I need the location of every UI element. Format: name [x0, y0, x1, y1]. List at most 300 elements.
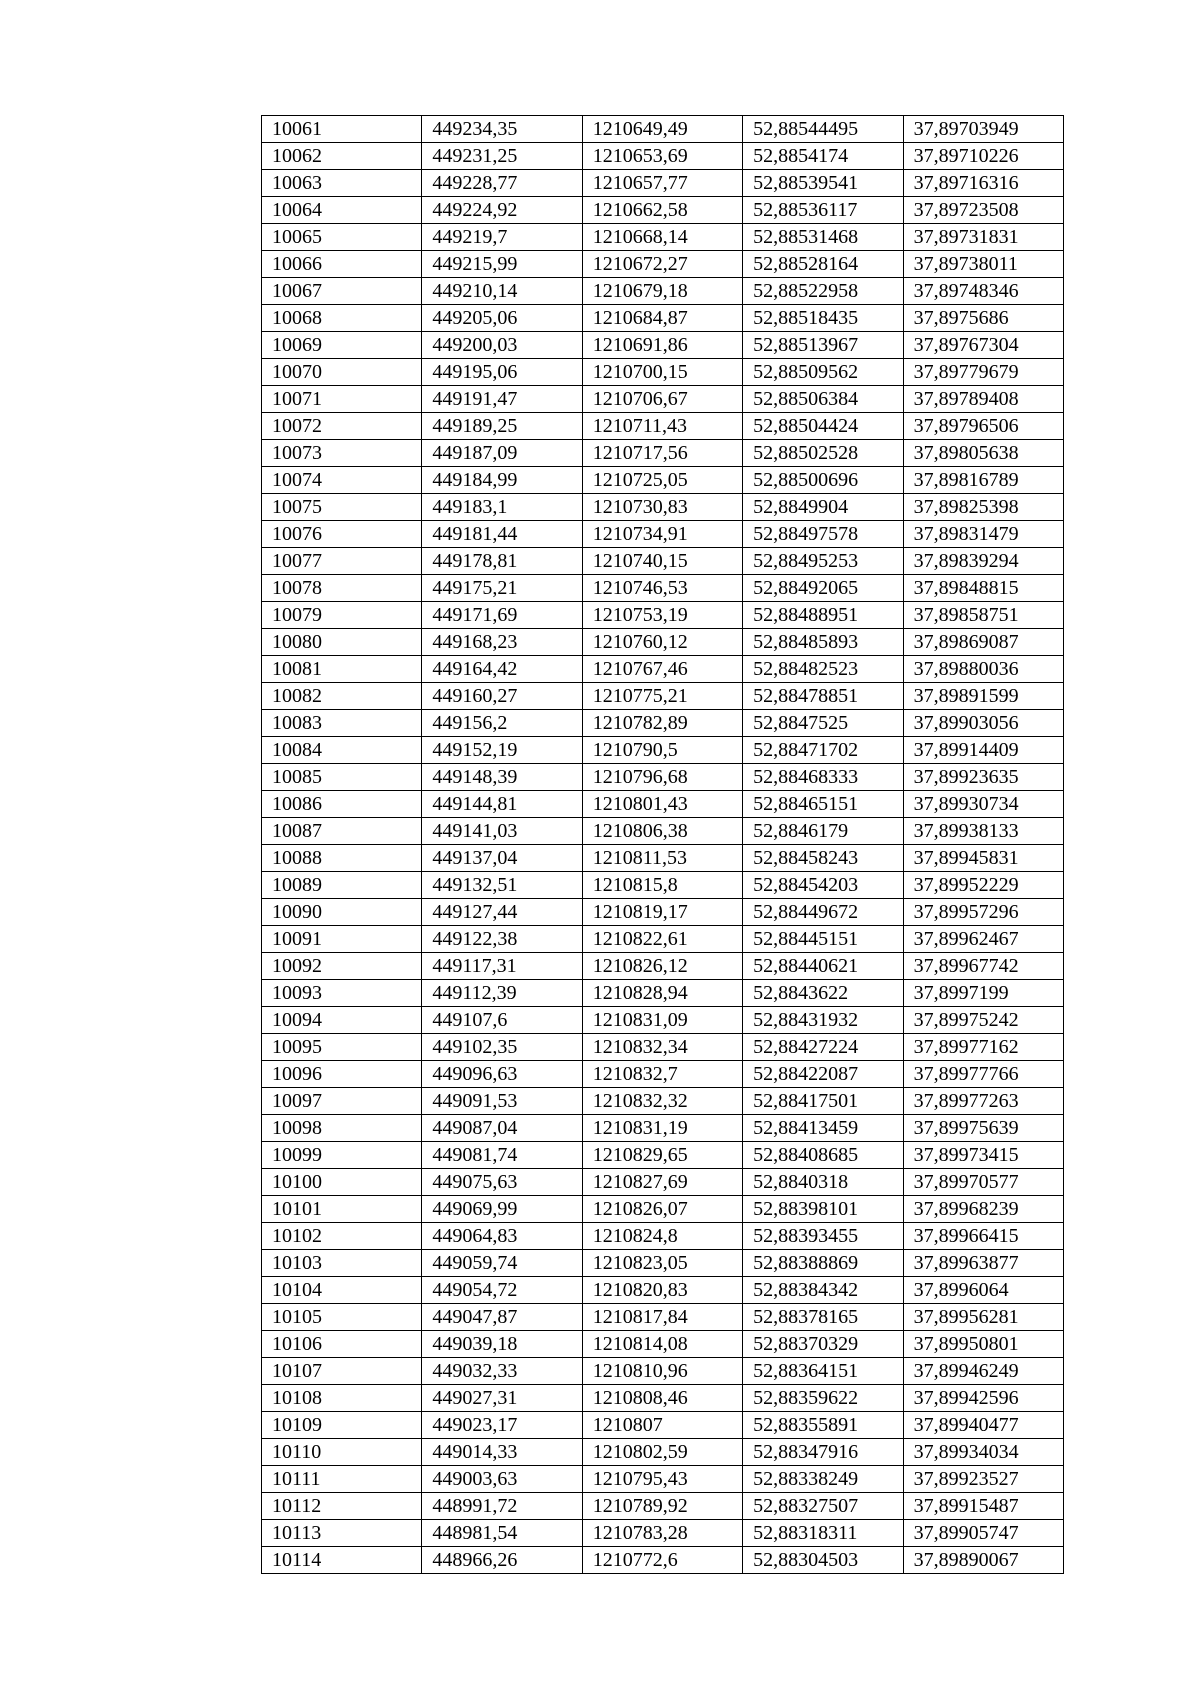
x-coordinate-cell: 449164,42: [422, 656, 582, 683]
point-number-cell: 10068: [262, 305, 422, 332]
latitude-cell: 52,88384342: [743, 1277, 903, 1304]
x-coordinate-cell: 449003,63: [422, 1466, 582, 1493]
x-coordinate-cell: 449112,39: [422, 980, 582, 1007]
y-coordinate-cell: 1210734,91: [582, 521, 742, 548]
x-coordinate-cell: 449075,63: [422, 1169, 582, 1196]
point-number-cell: 10110: [262, 1439, 422, 1466]
latitude-cell: 52,8843622: [743, 980, 903, 1007]
y-coordinate-cell: 1210796,68: [582, 764, 742, 791]
point-number-cell: 10070: [262, 359, 422, 386]
x-coordinate-cell: 449122,38: [422, 926, 582, 953]
point-number-cell: 10114: [262, 1547, 422, 1574]
longitude-cell: 37,89930734: [903, 791, 1063, 818]
longitude-cell: 37,89779679: [903, 359, 1063, 386]
y-coordinate-cell: 1210668,14: [582, 224, 742, 251]
latitude-cell: 52,88528164: [743, 251, 903, 278]
y-coordinate-cell: 1210832,34: [582, 1034, 742, 1061]
y-coordinate-cell: 1210807: [582, 1412, 742, 1439]
table-row: [262, 1439, 1064, 1466]
y-coordinate-cell: 1210832,7: [582, 1061, 742, 1088]
table-row: [262, 656, 1064, 683]
point-number-cell: 10094: [262, 1007, 422, 1034]
point-number-cell: 10088: [262, 845, 422, 872]
y-coordinate-cell: 1210725,05: [582, 467, 742, 494]
latitude-cell: 52,88327507: [743, 1493, 903, 1520]
longitude-cell: 37,89723508: [903, 197, 1063, 224]
point-number-cell: 10101: [262, 1196, 422, 1223]
x-coordinate-cell: 449181,44: [422, 521, 582, 548]
latitude-cell: 52,88417501: [743, 1088, 903, 1115]
longitude-cell: 37,89956281: [903, 1304, 1063, 1331]
table-row: [262, 170, 1064, 197]
longitude-cell: 37,89968239: [903, 1196, 1063, 1223]
latitude-cell: 52,88445151: [743, 926, 903, 953]
longitude-cell: 37,89805638: [903, 440, 1063, 467]
y-coordinate-cell: 1210827,69: [582, 1169, 742, 1196]
point-number-cell: 10112: [262, 1493, 422, 1520]
y-coordinate-cell: 1210711,43: [582, 413, 742, 440]
latitude-cell: 52,88318311: [743, 1520, 903, 1547]
longitude-cell: 37,89957296: [903, 899, 1063, 926]
longitude-cell: 37,89973415: [903, 1142, 1063, 1169]
x-coordinate-cell: 449091,53: [422, 1088, 582, 1115]
point-number-cell: 10075: [262, 494, 422, 521]
longitude-cell: 37,89710226: [903, 143, 1063, 170]
longitude-cell: 37,89716316: [903, 170, 1063, 197]
y-coordinate-cell: 1210772,6: [582, 1547, 742, 1574]
latitude-cell: 52,88355891: [743, 1412, 903, 1439]
y-coordinate-cell: 1210684,87: [582, 305, 742, 332]
table-row: [262, 224, 1064, 251]
x-coordinate-cell: 449205,06: [422, 305, 582, 332]
y-coordinate-cell: 1210740,15: [582, 548, 742, 575]
x-coordinate-cell: 449200,03: [422, 332, 582, 359]
table-row: [262, 1277, 1064, 1304]
point-number-cell: 10080: [262, 629, 422, 656]
point-number-cell: 10083: [262, 710, 422, 737]
y-coordinate-cell: 1210806,38: [582, 818, 742, 845]
latitude-cell: 52,88465151: [743, 791, 903, 818]
y-coordinate-cell: 1210824,8: [582, 1223, 742, 1250]
table-row: [262, 1034, 1064, 1061]
point-number-cell: 10089: [262, 872, 422, 899]
table-row: [262, 440, 1064, 467]
point-number-cell: 10069: [262, 332, 422, 359]
table-row: [262, 1304, 1064, 1331]
y-coordinate-cell: 1210691,86: [582, 332, 742, 359]
longitude-cell: 37,89975242: [903, 1007, 1063, 1034]
latitude-cell: 52,88482523: [743, 656, 903, 683]
x-coordinate-cell: 449187,09: [422, 440, 582, 467]
y-coordinate-cell: 1210717,56: [582, 440, 742, 467]
x-coordinate-cell: 449117,31: [422, 953, 582, 980]
longitude-cell: 37,89703949: [903, 116, 1063, 143]
longitude-cell: 37,8996064: [903, 1277, 1063, 1304]
longitude-cell: 37,89789408: [903, 386, 1063, 413]
y-coordinate-cell: 1210753,19: [582, 602, 742, 629]
table-row: [262, 1169, 1064, 1196]
x-coordinate-cell: 449069,99: [422, 1196, 582, 1223]
x-coordinate-cell: 449141,03: [422, 818, 582, 845]
coordinates-table-body: [262, 116, 1064, 1574]
y-coordinate-cell: 1210826,12: [582, 953, 742, 980]
y-coordinate-cell: 1210672,27: [582, 251, 742, 278]
y-coordinate-cell: 1210782,89: [582, 710, 742, 737]
x-coordinate-cell: 449127,44: [422, 899, 582, 926]
x-coordinate-cell: 448966,26: [422, 1547, 582, 1574]
latitude-cell: 52,88454203: [743, 872, 903, 899]
point-number-cell: 10091: [262, 926, 422, 953]
table-row: [262, 602, 1064, 629]
longitude-cell: 37,89923635: [903, 764, 1063, 791]
x-coordinate-cell: 449137,04: [422, 845, 582, 872]
table-row: [262, 386, 1064, 413]
x-coordinate-cell: 449168,23: [422, 629, 582, 656]
y-coordinate-cell: 1210823,05: [582, 1250, 742, 1277]
x-coordinate-cell: 449215,99: [422, 251, 582, 278]
point-number-cell: 10073: [262, 440, 422, 467]
y-coordinate-cell: 1210820,83: [582, 1277, 742, 1304]
latitude-cell: 52,88513967: [743, 332, 903, 359]
table-row: [262, 332, 1064, 359]
longitude-cell: 37,89796506: [903, 413, 1063, 440]
x-coordinate-cell: 448981,54: [422, 1520, 582, 1547]
x-coordinate-cell: 449102,35: [422, 1034, 582, 1061]
x-coordinate-cell: 449224,92: [422, 197, 582, 224]
latitude-cell: 52,88304503: [743, 1547, 903, 1574]
point-number-cell: 10109: [262, 1412, 422, 1439]
table-row: [262, 683, 1064, 710]
longitude-cell: 37,89748346: [903, 278, 1063, 305]
table-row: [262, 1547, 1064, 1574]
point-number-cell: 10087: [262, 818, 422, 845]
y-coordinate-cell: 1210822,61: [582, 926, 742, 953]
latitude-cell: 52,88485893: [743, 629, 903, 656]
longitude-cell: 37,89966415: [903, 1223, 1063, 1250]
latitude-cell: 52,88398101: [743, 1196, 903, 1223]
longitude-cell: 37,89940477: [903, 1412, 1063, 1439]
point-number-cell: 10061: [262, 116, 422, 143]
longitude-cell: 37,89905747: [903, 1520, 1063, 1547]
point-number-cell: 10079: [262, 602, 422, 629]
y-coordinate-cell: 1210775,21: [582, 683, 742, 710]
table-row: [262, 1061, 1064, 1088]
x-coordinate-cell: 449210,14: [422, 278, 582, 305]
x-coordinate-cell: 449096,63: [422, 1061, 582, 1088]
longitude-cell: 37,89977766: [903, 1061, 1063, 1088]
latitude-cell: 52,88536117: [743, 197, 903, 224]
y-coordinate-cell: 1210767,46: [582, 656, 742, 683]
table-row: [262, 953, 1064, 980]
x-coordinate-cell: 449107,6: [422, 1007, 582, 1034]
point-number-cell: 10085: [262, 764, 422, 791]
longitude-cell: 37,89967742: [903, 953, 1063, 980]
y-coordinate-cell: 1210679,18: [582, 278, 742, 305]
table-row: [262, 359, 1064, 386]
latitude-cell: 52,88427224: [743, 1034, 903, 1061]
y-coordinate-cell: 1210789,92: [582, 1493, 742, 1520]
table-row: [262, 872, 1064, 899]
table-row: [262, 1250, 1064, 1277]
longitude-cell: 37,89869087: [903, 629, 1063, 656]
x-coordinate-cell: 449183,1: [422, 494, 582, 521]
x-coordinate-cell: 449054,72: [422, 1277, 582, 1304]
y-coordinate-cell: 1210802,59: [582, 1439, 742, 1466]
point-number-cell: 10077: [262, 548, 422, 575]
longitude-cell: 37,89825398: [903, 494, 1063, 521]
y-coordinate-cell: 1210783,28: [582, 1520, 742, 1547]
latitude-cell: 52,88388869: [743, 1250, 903, 1277]
x-coordinate-cell: 449081,74: [422, 1142, 582, 1169]
longitude-cell: 37,89977162: [903, 1034, 1063, 1061]
point-number-cell: 10111: [262, 1466, 422, 1493]
point-number-cell: 10081: [262, 656, 422, 683]
point-number-cell: 10092: [262, 953, 422, 980]
point-number-cell: 10078: [262, 575, 422, 602]
latitude-cell: 52,88544495: [743, 116, 903, 143]
latitude-cell: 52,88506384: [743, 386, 903, 413]
table-row: [262, 305, 1064, 332]
longitude-cell: 37,89831479: [903, 521, 1063, 548]
table-row: [262, 1007, 1064, 1034]
latitude-cell: 52,88497578: [743, 521, 903, 548]
point-number-cell: 10062: [262, 143, 422, 170]
y-coordinate-cell: 1210814,08: [582, 1331, 742, 1358]
table-row: [262, 278, 1064, 305]
x-coordinate-cell: 449039,18: [422, 1331, 582, 1358]
longitude-cell: 37,89858751: [903, 602, 1063, 629]
x-coordinate-cell: 449014,33: [422, 1439, 582, 1466]
table-row: [262, 413, 1064, 440]
longitude-cell: 37,89952229: [903, 872, 1063, 899]
latitude-cell: 52,88518435: [743, 305, 903, 332]
point-number-cell: 10066: [262, 251, 422, 278]
y-coordinate-cell: 1210819,17: [582, 899, 742, 926]
latitude-cell: 52,88413459: [743, 1115, 903, 1142]
longitude-cell: 37,89963877: [903, 1250, 1063, 1277]
x-coordinate-cell: 449219,7: [422, 224, 582, 251]
y-coordinate-cell: 1210828,94: [582, 980, 742, 1007]
latitude-cell: 52,88449672: [743, 899, 903, 926]
x-coordinate-cell: 449189,25: [422, 413, 582, 440]
longitude-cell: 37,89946249: [903, 1358, 1063, 1385]
table-row: [262, 143, 1064, 170]
table-row: [262, 1331, 1064, 1358]
latitude-cell: 52,88431932: [743, 1007, 903, 1034]
y-coordinate-cell: 1210662,58: [582, 197, 742, 224]
x-coordinate-cell: 449184,99: [422, 467, 582, 494]
y-coordinate-cell: 1210790,5: [582, 737, 742, 764]
longitude-cell: 37,89731831: [903, 224, 1063, 251]
longitude-cell: 37,89945831: [903, 845, 1063, 872]
x-coordinate-cell: 449027,31: [422, 1385, 582, 1412]
table-row: [262, 1385, 1064, 1412]
point-number-cell: 10074: [262, 467, 422, 494]
x-coordinate-cell: 449047,87: [422, 1304, 582, 1331]
table-row: [262, 197, 1064, 224]
longitude-cell: 37,89962467: [903, 926, 1063, 953]
y-coordinate-cell: 1210829,65: [582, 1142, 742, 1169]
latitude-cell: 52,88408685: [743, 1142, 903, 1169]
point-number-cell: 10106: [262, 1331, 422, 1358]
latitude-cell: 52,8840318: [743, 1169, 903, 1196]
table-row: [262, 1520, 1064, 1547]
y-coordinate-cell: 1210832,32: [582, 1088, 742, 1115]
latitude-cell: 52,88500696: [743, 467, 903, 494]
x-coordinate-cell: 449234,35: [422, 116, 582, 143]
x-coordinate-cell: 449144,81: [422, 791, 582, 818]
point-number-cell: 10099: [262, 1142, 422, 1169]
latitude-cell: 52,88495253: [743, 548, 903, 575]
table-row: [262, 1466, 1064, 1493]
latitude-cell: 52,88338249: [743, 1466, 903, 1493]
latitude-cell: 52,88492065: [743, 575, 903, 602]
longitude-cell: 37,89914409: [903, 737, 1063, 764]
coordinates-table: [261, 115, 1064, 1574]
latitude-cell: 52,88468333: [743, 764, 903, 791]
point-number-cell: 10071: [262, 386, 422, 413]
y-coordinate-cell: 1210700,15: [582, 359, 742, 386]
x-coordinate-cell: 449191,47: [422, 386, 582, 413]
point-number-cell: 10095: [262, 1034, 422, 1061]
longitude-cell: 37,89977263: [903, 1088, 1063, 1115]
table-row: [262, 575, 1064, 602]
point-number-cell: 10090: [262, 899, 422, 926]
point-number-cell: 10113: [262, 1520, 422, 1547]
table-row: [262, 1088, 1064, 1115]
point-number-cell: 10072: [262, 413, 422, 440]
x-coordinate-cell: 449148,39: [422, 764, 582, 791]
x-coordinate-cell: 449087,04: [422, 1115, 582, 1142]
table-row: [262, 116, 1064, 143]
point-number-cell: 10076: [262, 521, 422, 548]
x-coordinate-cell: 449231,25: [422, 143, 582, 170]
table-row: [262, 1412, 1064, 1439]
longitude-cell: 37,89950801: [903, 1331, 1063, 1358]
point-number-cell: 10108: [262, 1385, 422, 1412]
longitude-cell: 37,89938133: [903, 818, 1063, 845]
point-number-cell: 10102: [262, 1223, 422, 1250]
table-row: [262, 494, 1064, 521]
latitude-cell: 52,88370329: [743, 1331, 903, 1358]
longitude-cell: 37,89934034: [903, 1439, 1063, 1466]
longitude-cell: 37,89923527: [903, 1466, 1063, 1493]
point-number-cell: 10096: [262, 1061, 422, 1088]
table-row: [262, 899, 1064, 926]
point-number-cell: 10098: [262, 1115, 422, 1142]
latitude-cell: 52,88393455: [743, 1223, 903, 1250]
x-coordinate-cell: 449132,51: [422, 872, 582, 899]
table-row: [262, 980, 1064, 1007]
longitude-cell: 37,89891599: [903, 683, 1063, 710]
y-coordinate-cell: 1210831,09: [582, 1007, 742, 1034]
x-coordinate-cell: 449160,27: [422, 683, 582, 710]
point-number-cell: 10065: [262, 224, 422, 251]
latitude-cell: 52,88531468: [743, 224, 903, 251]
longitude-cell: 37,89975639: [903, 1115, 1063, 1142]
y-coordinate-cell: 1210730,83: [582, 494, 742, 521]
x-coordinate-cell: 449178,81: [422, 548, 582, 575]
point-number-cell: 10064: [262, 197, 422, 224]
x-coordinate-cell: 449171,69: [422, 602, 582, 629]
x-coordinate-cell: 449228,77: [422, 170, 582, 197]
longitude-cell: 37,89839294: [903, 548, 1063, 575]
x-coordinate-cell: 449175,21: [422, 575, 582, 602]
longitude-cell: 37,8997199: [903, 980, 1063, 1007]
x-coordinate-cell: 449023,17: [422, 1412, 582, 1439]
latitude-cell: 52,88359622: [743, 1385, 903, 1412]
point-number-cell: 10067: [262, 278, 422, 305]
latitude-cell: 52,88378165: [743, 1304, 903, 1331]
point-number-cell: 10063: [262, 170, 422, 197]
latitude-cell: 52,8849904: [743, 494, 903, 521]
latitude-cell: 52,88522958: [743, 278, 903, 305]
x-coordinate-cell: 448991,72: [422, 1493, 582, 1520]
latitude-cell: 52,8854174: [743, 143, 903, 170]
table-row: [262, 521, 1064, 548]
x-coordinate-cell: 449195,06: [422, 359, 582, 386]
longitude-cell: 37,89816789: [903, 467, 1063, 494]
latitude-cell: 52,8846179: [743, 818, 903, 845]
y-coordinate-cell: 1210706,67: [582, 386, 742, 413]
latitude-cell: 52,88539541: [743, 170, 903, 197]
table-row: [262, 737, 1064, 764]
latitude-cell: 52,88364151: [743, 1358, 903, 1385]
longitude-cell: 37,89970577: [903, 1169, 1063, 1196]
table-row: [262, 1196, 1064, 1223]
table-row: [262, 710, 1064, 737]
latitude-cell: 52,88440621: [743, 953, 903, 980]
y-coordinate-cell: 1210657,77: [582, 170, 742, 197]
longitude-cell: 37,89848815: [903, 575, 1063, 602]
y-coordinate-cell: 1210810,96: [582, 1358, 742, 1385]
longitude-cell: 37,8975686: [903, 305, 1063, 332]
table-row: [262, 1223, 1064, 1250]
longitude-cell: 37,89890067: [903, 1547, 1063, 1574]
x-coordinate-cell: 449059,74: [422, 1250, 582, 1277]
longitude-cell: 37,89738011: [903, 251, 1063, 278]
point-number-cell: 10084: [262, 737, 422, 764]
y-coordinate-cell: 1210811,53: [582, 845, 742, 872]
point-number-cell: 10103: [262, 1250, 422, 1277]
longitude-cell: 37,89903056: [903, 710, 1063, 737]
table-row: [262, 1115, 1064, 1142]
longitude-cell: 37,89915487: [903, 1493, 1063, 1520]
y-coordinate-cell: 1210746,53: [582, 575, 742, 602]
table-row: [262, 845, 1064, 872]
longitude-cell: 37,89942596: [903, 1385, 1063, 1412]
table-row: [262, 791, 1064, 818]
latitude-cell: 52,88458243: [743, 845, 903, 872]
table-row: [262, 926, 1064, 953]
table-row: [262, 1358, 1064, 1385]
latitude-cell: 52,88422087: [743, 1061, 903, 1088]
point-number-cell: 10093: [262, 980, 422, 1007]
table-row: [262, 251, 1064, 278]
x-coordinate-cell: 449156,2: [422, 710, 582, 737]
table-row: [262, 1142, 1064, 1169]
latitude-cell: 52,88509562: [743, 359, 903, 386]
table-row: [262, 818, 1064, 845]
latitude-cell: 52,88478851: [743, 683, 903, 710]
x-coordinate-cell: 449032,33: [422, 1358, 582, 1385]
point-number-cell: 10105: [262, 1304, 422, 1331]
longitude-cell: 37,89880036: [903, 656, 1063, 683]
y-coordinate-cell: 1210653,69: [582, 143, 742, 170]
latitude-cell: 52,88488951: [743, 602, 903, 629]
longitude-cell: 37,89767304: [903, 332, 1063, 359]
point-number-cell: 10100: [262, 1169, 422, 1196]
